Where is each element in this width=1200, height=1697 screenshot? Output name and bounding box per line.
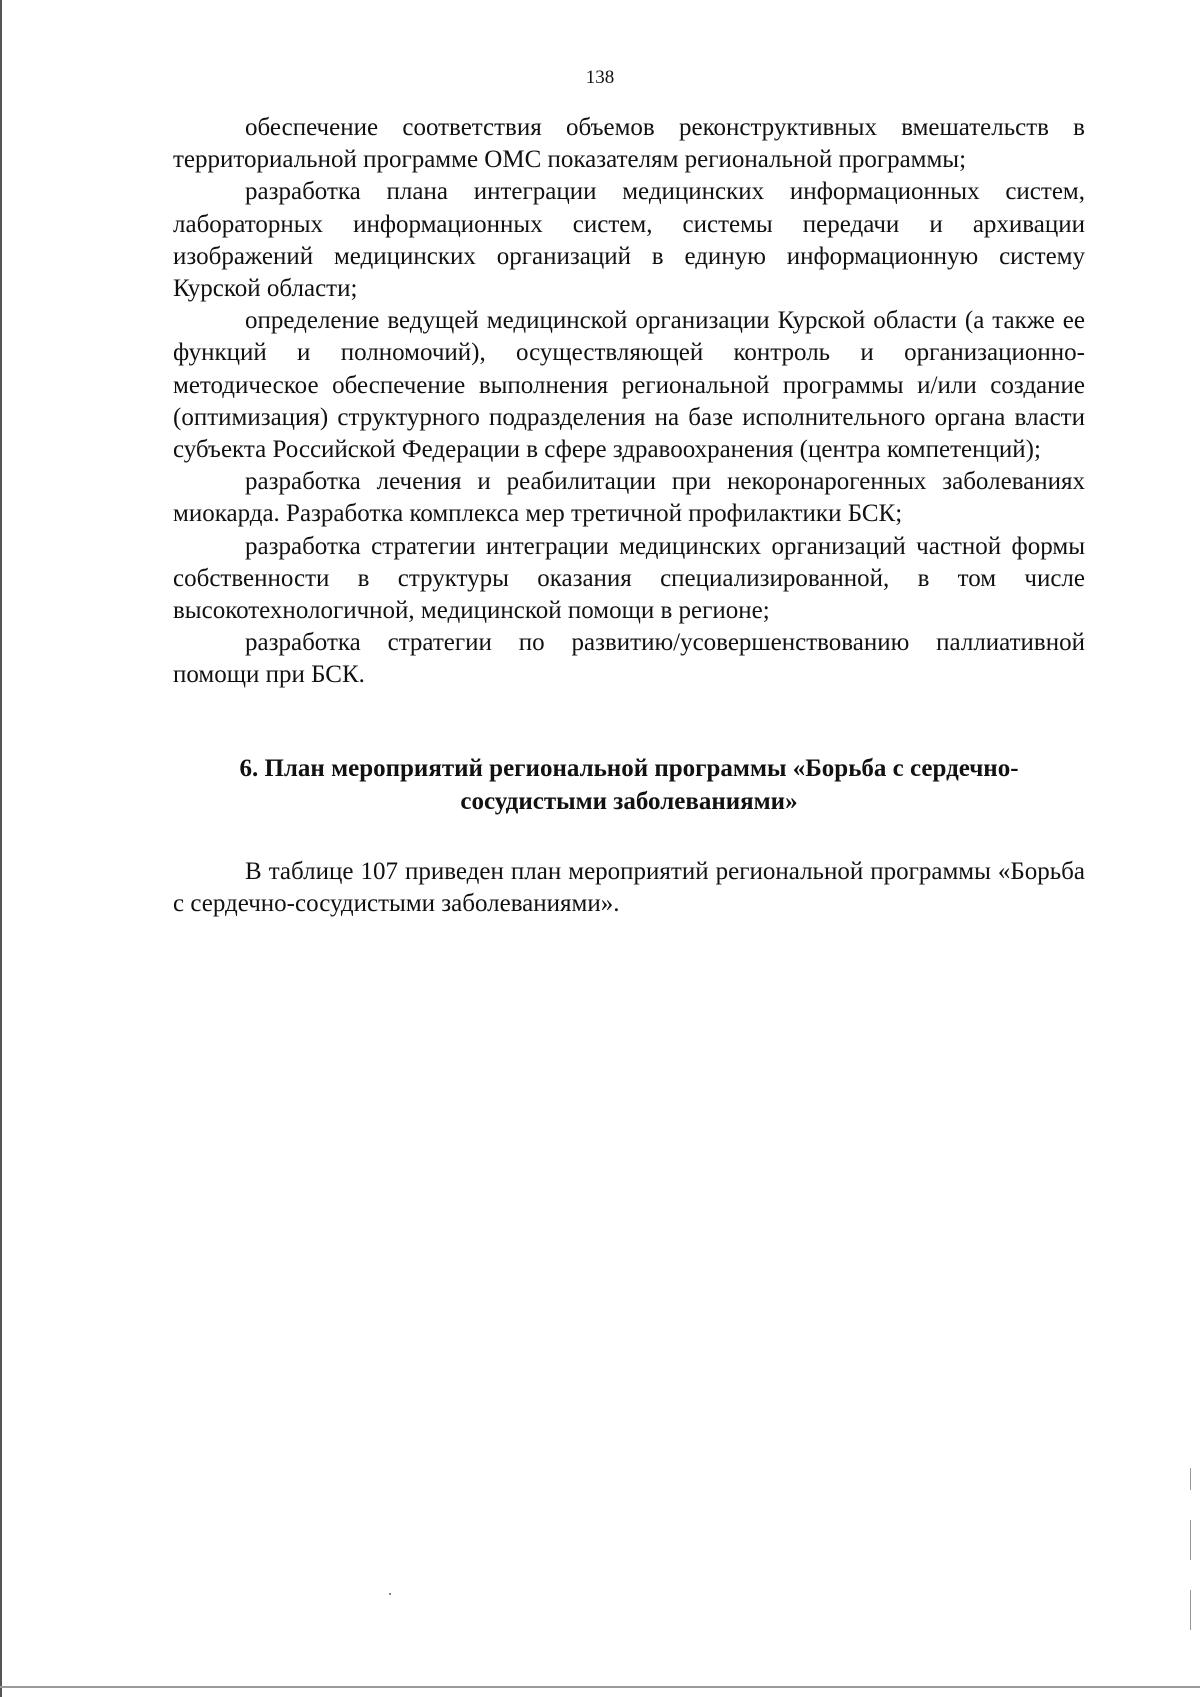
section-heading-line: 6. План мероприятий региональной программы «Борьба с сердечно- (239, 754, 1019, 782)
paragraph: разработка плана интеграции медицинских информационных систем, лабораторных информационных систем, системы передачи и архивации изображений медицинских организаций в единую информационную систему Курской области; (173, 178, 1085, 303)
scan-bottom-edge (0, 1686, 1200, 1688)
paragraph: разработка стратегии по развитию/усовершенствованию паллиативной помощи при БСК. (173, 629, 1085, 689)
scan-speck (389, 1593, 391, 1595)
paragraph: определение ведущей медицинской организации Курской области (а также ее функций и полномочий), осуществляющей контроль и организационно-методическое обеспечение выполнения региональной программы и/или создание (оптимизация) структурного подразделения на базе исполнительного органа власти субъекта Российской Федерации в сфере здравоохранения (центра компетенций); (173, 307, 1085, 464)
section-intro-paragraph: В таблице 107 приведен план мероприятий региональной программы «Борьба с сердечно-сосудистыми заболеваниями». (173, 857, 1085, 917)
section-heading (173, 752, 1085, 818)
document-body (173, 112, 1085, 920)
scan-margin-mark (1190, 1590, 1191, 1630)
scan-margin-mark (1190, 1520, 1191, 1560)
paragraph: обеспечение соответствия объемов реконструктивных вмешательств в территориальной программе ОМС показателям региональной программы; (173, 114, 1085, 174)
paragraph: разработка лечения и реабилитации при некоронарогенных заболеваниях миокарда. Разработка комплекса мер третичной профилактики БСК; (173, 468, 1085, 528)
scan-left-edge (0, 0, 2, 1697)
page-number: 138 (585, 67, 615, 88)
section-heading-line: сосудистыми заболеваниями» (460, 787, 798, 815)
scan-margin-mark (1190, 1468, 1191, 1490)
paragraph: разработка стратегии интеграции медицинских организаций частной формы собственности в структуры оказания специализированной, в том числе высокотехнологичной, медицинской помощи в регионе; (173, 532, 1085, 625)
